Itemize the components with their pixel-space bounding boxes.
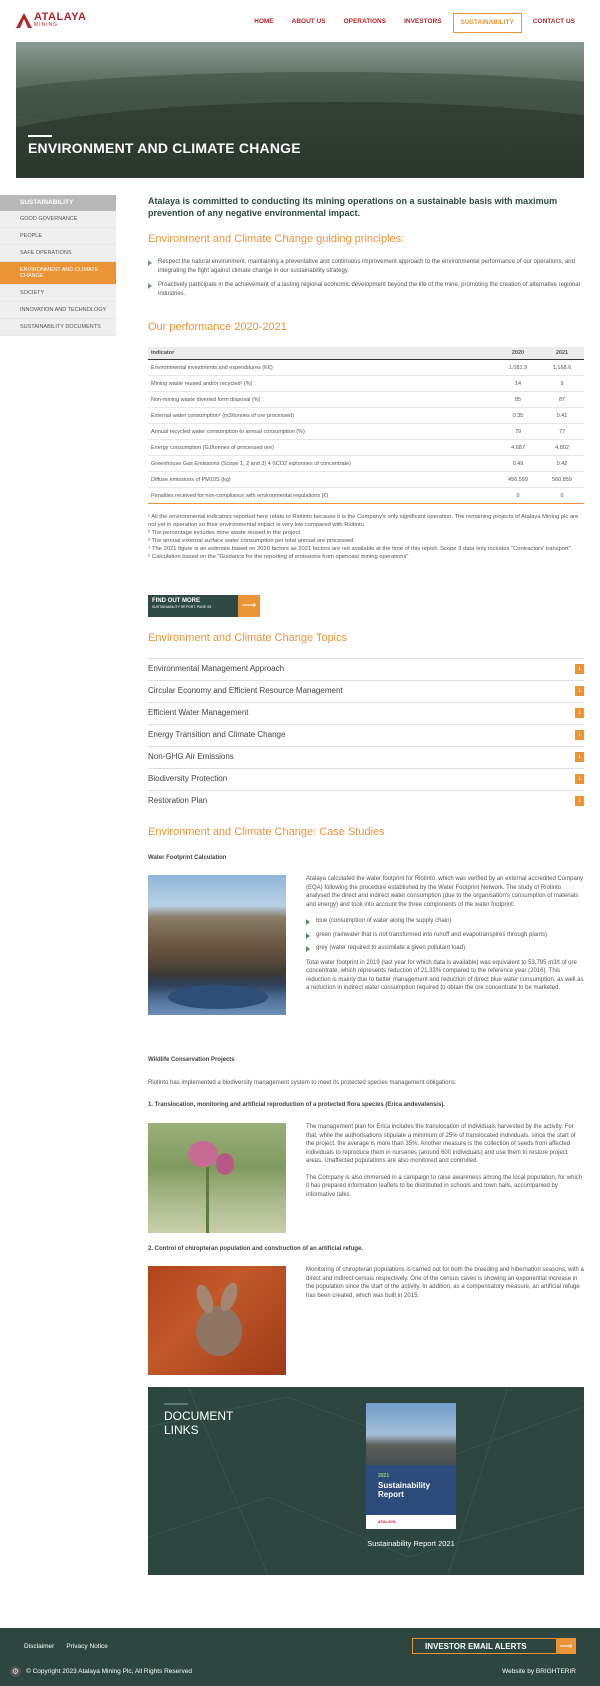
document-links-accent-bar (164, 1403, 188, 1405)
sidebar-heading[interactable]: SUSTAINABILITY (0, 195, 116, 211)
flora-paragraph: The management plan for Erica includes the translocation of individuals harvested by the activity. For that, while the authorisations stipulate a minimum of 25% of translocated individuals, since the start of the project, the average is more than 35%. Another measure is the collection of seeds from affected individuals to reproduce them in nurseries (around 600 individuals) and use them to restore project areas. Unaffected populations are also monitored and controlled. (306, 1124, 576, 1164)
footer-links (24, 1643, 108, 1650)
footnote: ⁵ Calculation based on the "Guidance for the reporting of emissions from opencast mining operations" (148, 554, 409, 560)
expand-icon[interactable]: ↓ (575, 796, 584, 806)
topic-item[interactable] (148, 790, 584, 812)
nav-operations[interactable]: OPERATIONS (343, 18, 387, 25)
indicator-cell: Penalties received for non-compliance with environmental regulations (€) (148, 488, 496, 504)
nav-sustainability[interactable]: SUSTAINABILITY (453, 13, 522, 33)
hero-banner (16, 42, 584, 178)
expand-icon[interactable]: ↓ (575, 686, 584, 696)
table-row (148, 456, 584, 472)
sustainability-report-caption[interactable]: Sustainability Report 2021 (367, 1539, 455, 1548)
indicator-cell: Energy consumption (GJ/tonnes of processed ore) (148, 440, 496, 456)
topic-label: Circular Economy and Efficient Resource Management (148, 686, 343, 695)
privacy-notice-link[interactable]: Privacy Notice (66, 1643, 108, 1650)
nav-about-us[interactable]: ABOUT US (291, 18, 326, 25)
expand-icon[interactable]: ↓ (575, 708, 584, 718)
find-out-more-subtitle: SUSTAINABILITY REPORT, PAGE 65 (152, 605, 212, 609)
indicator-cell: Greenhouse Gas Emissions (Scope 1, 2 and 3) 4 (tCO2 eq/tonnes of concentrate) (148, 456, 496, 472)
chiropteran-project-title: 2. Control of chiropteran population and construction of an artificial refuge. (148, 1246, 364, 1252)
footnote: ⁴ The 2021 figure is an estimate based on 2020 factors as 2021 factors are not available at the time of this report. Scope 3 data only includes "Contractors' transport". (148, 546, 573, 552)
value-2020-cell: 456,599 (496, 472, 540, 488)
topic-label: Efficient Water Management (148, 708, 249, 717)
nav-contact-us[interactable]: CONTACT US (532, 18, 575, 25)
principle-item: Proactively participate in the achievement of a lasting regional economic development beyond the life of the mine, promoting the creation of alternative regional industries. (148, 281, 584, 298)
find-out-more-title: FIND OUT MORE (152, 598, 200, 604)
site-header (0, 0, 600, 42)
topic-label: Restoration Plan (148, 796, 208, 805)
principles-heading: Environment and Climate Change guiding principles: (148, 233, 405, 245)
copyright-text: © Copyright 2023 Atalaya Mining Plc, All Rights Reserved (26, 1668, 192, 1675)
logo-text: ATALAYA (34, 11, 87, 23)
cover-year: 2021 (378, 1473, 390, 1479)
water-footprint-result: Total water footprint in 2019 (last year for which data is available) was equivalent to 53,795 m3/t of ore concentrate, which represents reduction of 21.33% compared to the reference year (2016). This reduction is mainly due to better management and reduction of direct blue water consumption, as well as a reduction in indirect water consumption required to obtain the ore concentrate to be marketed. (306, 959, 584, 991)
investor-email-alerts-label: INVESTOR EMAIL ALERTS (425, 1642, 527, 1651)
wildlife-intro: Riotinto has implemented a biodiversity management system to meet its protected species management obligations: (148, 1080, 457, 1086)
indicator-cell: Diffuse emissions of PM10S (kg) (148, 472, 496, 488)
sidebar-item-innovation[interactable]: INNOVATION AND TECHNOLOGY (0, 302, 116, 319)
site-footer (0, 1628, 600, 1686)
water-component-list (306, 917, 584, 953)
open-pit-mine-image (148, 875, 286, 1015)
water-footprint-paragraph: Atalaya calculated the water footprint for Riotinto, which was verified by an external accredited Company (EQA) following the procedure established by the Water Footprint Network. The study of Riotinto analysed the direct and indirect water consumption (due to the organisation's consumption of materials and energy) and took into account the three components of the water footprint: (306, 876, 584, 908)
disclaimer-link[interactable]: Disclaimer (24, 1643, 55, 1650)
flora-project-title: 1. Translocation, monitoring and artificial reproduction of a protected flora species (Erica andevalensis). (148, 1102, 446, 1108)
sidebar-item-documents[interactable]: SUSTAINABILITY DOCUMENTS (0, 319, 116, 336)
indicator-cell: Non-mining waste diverted form disposal (%) (148, 392, 496, 408)
indicator-cell: Mining waste reused and/or recycled¹ (%) (148, 376, 496, 392)
find-out-more-label (148, 595, 238, 617)
principle-item: Respect the natural environment, maintaining a preventative and continuous improvement approach to the environmental performance of our operations, and integrating the fight against climate change in our sustainability strategy. (148, 258, 584, 275)
value-2021-cell: 4.802 (540, 440, 584, 456)
cover-title: Sustainability Report (378, 1481, 431, 1499)
value-2020-cell: 0.35 (496, 408, 540, 424)
cover-logo: ATALAYA (378, 1519, 396, 1524)
value-2020-cell: 79 (496, 424, 540, 440)
wildlife-title: Wildlife Conservation Projects (148, 1057, 235, 1063)
topics-accordion (148, 658, 584, 812)
value-2021-cell: 560,859 (540, 472, 584, 488)
value-2021-cell: 0.42 (540, 456, 584, 472)
bat-image (148, 1266, 286, 1375)
topic-item[interactable] (148, 658, 584, 680)
value-2021-cell: 0 (540, 488, 584, 504)
logo-mark-icon (16, 13, 32, 28)
column-header-2020: 2020 (496, 347, 540, 360)
chiropteran-paragraph: Monitoring of chiropteran populations is carried out for both the breeding and hibernation seasons, with a direct and indirect census respectively. One of the census caves is showing an exponential increase in the population since the start of the activity. In addition, as a compensatory measure, an artificial refuge has been created, which was built in 2015. (306, 1267, 584, 1299)
topics-heading: Environment and Climate Change Topics (148, 632, 348, 644)
erica-flower-image (148, 1123, 286, 1233)
investor-email-alerts-button[interactable] (412, 1638, 576, 1654)
table-row (148, 408, 584, 424)
value-2021-cell: 0.41 (540, 408, 584, 424)
table-row (148, 392, 584, 408)
flower-head (216, 1153, 234, 1175)
topic-label: Energy Transition and Climate Change (148, 730, 286, 739)
arrow-right-icon: ⟶ (238, 595, 260, 617)
column-header-2021: 2021 (540, 347, 584, 360)
logo[interactable] (16, 12, 86, 30)
sidebar-item-good-governance[interactable]: GOOD GOVERNANCE (0, 211, 116, 228)
sustainability-report-cover[interactable] (366, 1403, 456, 1529)
value-2021-cell: 87 (540, 392, 584, 408)
sidebar-item-safe-operations[interactable]: SAFE OPERATIONS (0, 245, 116, 262)
value-2020-cell: 0.49 (496, 456, 540, 472)
table-row (148, 424, 584, 440)
table-row (148, 440, 584, 456)
expand-icon[interactable]: ↓ (575, 774, 584, 784)
value-2021-cell: 77 (540, 424, 584, 440)
footnote: ² The percentage includes mine waste reused in the project. (148, 530, 302, 536)
indicator-cell: Environmental investments and expenditures (K€) (148, 360, 496, 376)
table-row (148, 472, 584, 488)
water-component-item: green (rainwater that is not transformed into runoff and evapotranspires through plants) (306, 931, 584, 940)
topic-item[interactable] (148, 768, 584, 790)
cookie-settings-icon[interactable]: ⚙ (11, 1667, 20, 1676)
table-row (148, 360, 584, 376)
intro-text: Atalaya is committed to conducting its mining operations on a sustainable basis with maximum prevention of any negative environmental impact. (148, 196, 558, 218)
sidebar-item-society[interactable]: SOCIETY (0, 285, 116, 302)
table-header-row (148, 347, 584, 360)
table-row (148, 488, 584, 504)
value-2020-cell: 0 (496, 488, 540, 504)
topic-label: Non-GHG Air Emissions (148, 752, 234, 761)
document-links-section (148, 1387, 584, 1575)
find-out-more-button[interactable] (148, 595, 260, 617)
topic-item[interactable] (148, 746, 584, 768)
page-title: ENVIRONMENT AND CLIMATE CHANGE (28, 140, 301, 156)
value-2020-cell: 14 (496, 376, 540, 392)
topic-label: Biodiversity Protection (148, 774, 228, 783)
principles-list (148, 258, 584, 304)
value-2020-cell: 4.687 (496, 440, 540, 456)
flora-awareness-paragraph: The Company is also immersed in a campaign to raise awareness among the local population, for which it has prepared information leaflets to be distributed in schools and town halls, accompanied by informative talks. (306, 1174, 583, 1198)
flower-head (188, 1141, 218, 1167)
indicator-cell: Annual recycled water consumption to annual consumption (%) (148, 424, 496, 440)
footnote: ³ The annual external surface water consumption per total annual ore processed (148, 538, 354, 544)
main-nav (247, 13, 582, 33)
value-2020-cell: 85 (496, 392, 540, 408)
expand-icon[interactable]: ↓ (575, 664, 584, 674)
value-2020-cell: 1,081.9 (496, 360, 540, 376)
performance-table (148, 347, 584, 504)
nav-investors[interactable]: INVESTORS (404, 18, 442, 25)
topic-item[interactable] (148, 702, 584, 724)
value-2021-cell: 1,168.6 (540, 360, 584, 376)
expand-icon[interactable]: ↓ (575, 752, 584, 762)
topic-label: Environmental Management Approach (148, 664, 285, 673)
hero-accent-bar (28, 135, 52, 137)
sidebar-item-environment[interactable]: ENVIRONMENT AND CLIMATE CHANGE (0, 262, 116, 285)
expand-icon[interactable]: ↓ (575, 730, 584, 740)
flora-text (306, 1123, 584, 1199)
column-header-indicator: Indicator (148, 347, 496, 360)
footnote: ¹ All the environmental indicators reported here relate to Riotinto because it is the Company's only significant operation. The remaining projects of Atalaya Mining plc are not yet in operation so their environmental impact is very low compared with Riotinto. (148, 514, 579, 528)
bat-ear (217, 1281, 240, 1314)
topic-item[interactable] (148, 724, 584, 746)
mine-pit-water (168, 985, 268, 1009)
performance-heading: Our performance 2020-2021 (148, 321, 287, 333)
sidebar (0, 195, 116, 336)
logo-subtext: MINING (34, 22, 59, 28)
arrow-right-icon: ⟶ (556, 1638, 576, 1654)
table-row (148, 376, 584, 392)
value-2021-cell: 9 (540, 376, 584, 392)
indicator-cell: External water consumption² (m3/tonnes of ore processed) (148, 408, 496, 424)
website-credit[interactable]: Website by BRIGHTERIR (502, 1668, 576, 1675)
table-footnotes (148, 513, 584, 561)
flower-stem (206, 1167, 209, 1233)
water-component-item: grey (water required to assimilate a given pollutant load). (306, 944, 584, 953)
case-studies-heading: Environment and Climate Change: Case Studies (148, 826, 385, 838)
water-component-item: blue (consumption of water along the supply chain) (306, 917, 584, 926)
document-links-heading: DOCUMENT LINKS (164, 1409, 234, 1437)
nav-home[interactable]: HOME (254, 18, 274, 25)
sidebar-item-people[interactable]: PEOPLE (0, 228, 116, 245)
water-footprint-text (306, 875, 584, 993)
cover-photo (366, 1403, 456, 1473)
topic-item[interactable] (148, 680, 584, 702)
water-footprint-title: Water Footprint Calculation (148, 855, 227, 861)
bat-body (196, 1306, 242, 1356)
